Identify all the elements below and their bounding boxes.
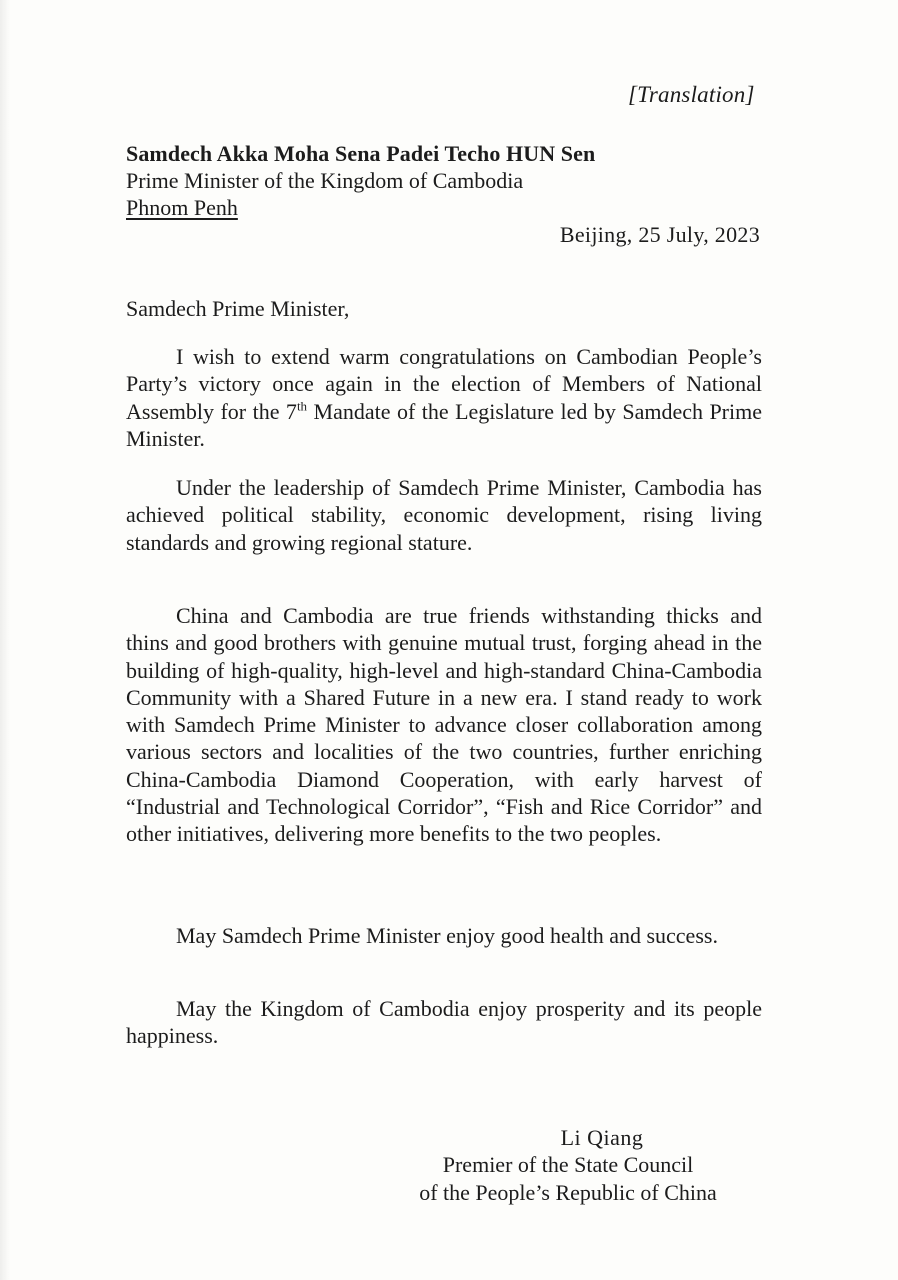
salutation: Samdech Prime Minister, [126,296,350,321]
paragraph-health-wish: May Samdech Prime Minister enjoy good health and success. [176,923,718,948]
paragraph-congratulations [126,343,762,452]
superscript-th: th [296,398,308,414]
addressee-title: Prime Minister of the Kingdom of Cambodia [126,168,524,193]
paragraph-friendship: China and Cambodia are true friends withstanding thicks and thins and good brothers with genuine mutual trust, forging ahead in the building of high-quality, high-level and high-standard China-Cambodia Community with a Shared Future in a new era. I stand ready to work with Samdech Prime Minister to advance closer collaboration among various sectors and localities of the two countries, further enriching China-Cambodia Diamond Cooperation, with early harvest of “Industrial and Technological Corridor”, “Fish and Rice Corridor” and other initiatives, delivering more benefits to the two peoples. [126,603,762,847]
addressee-city: Phnom Penh [126,195,238,220]
paragraph-text: Mandate of the Legislature led by Samdech Prime Minister. [126,398,762,451]
paragraph-leadership: Under the leadership of Samdech Prime Minister, Cambodia has achieved political stability, economic development, rising living standards and growing regional stature. [126,475,762,555]
date-line: Beijing, 25 July, 2023 [559,222,760,247]
page-edge-shadow [0,0,10,1280]
addressee-block [126,140,595,221]
signature-block [398,1124,738,1206]
addressee-name: Samdech Akka Moha Sena Padei Techo HUN Sen [126,141,596,166]
paragraph-prosperity-wish: May the Kingdom of Cambodia enjoy prosperity and its people happiness. [126,996,762,1049]
signatory-name: Li Qiang [560,1125,644,1150]
signatory-title-line2: of the People’s Republic of China [419,1179,717,1205]
signatory-title-line1: Premier of the State Council [442,1152,694,1178]
translation-mark: [Translation] [628,82,755,107]
paragraph-text: I wish to extend warm congratulations on Cambodian People’s Party’s victory once again in the election of Members of National Assembly for the 7 [126,344,762,424]
